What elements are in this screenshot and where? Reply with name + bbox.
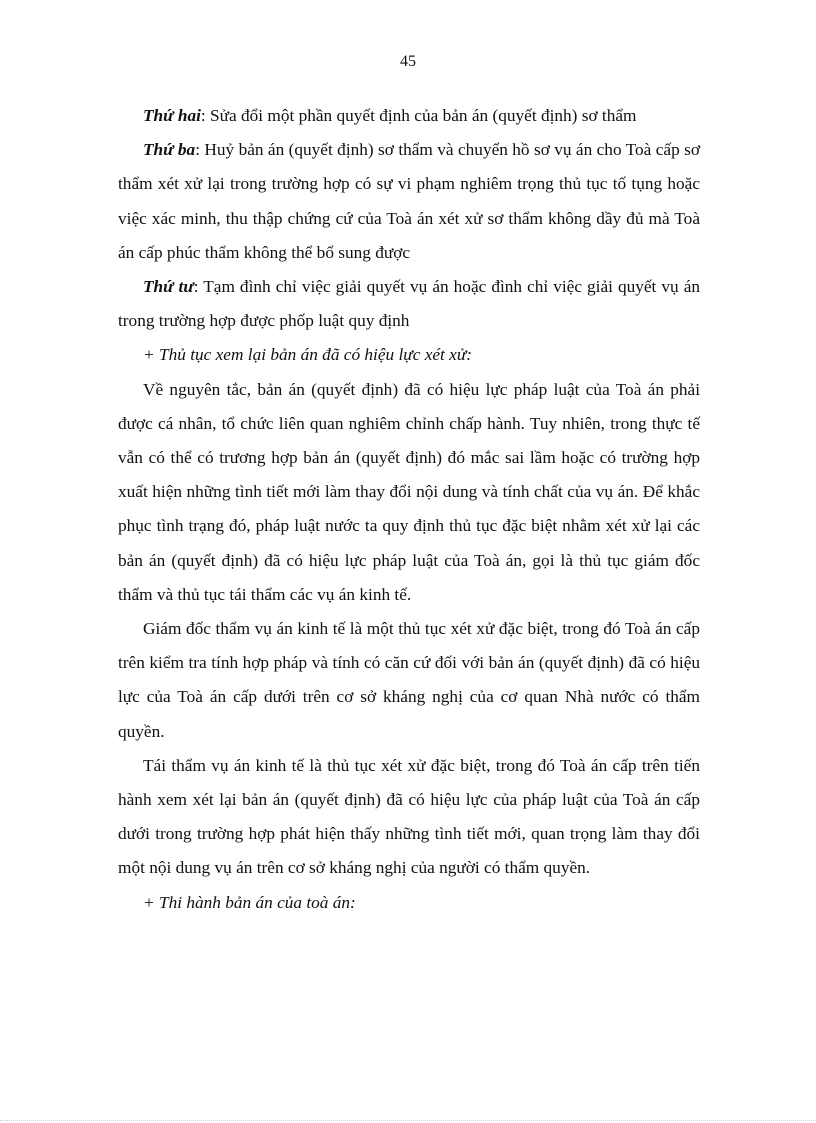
section-heading-enforcement: + Thi hành bản án của toà án: (143, 892, 356, 912)
paragraph-text: : Huỷ bản án (quyết định) sơ thẩm và chuyển hồ sơ vụ án cho Toà cấp sơ thẩm xét xử lại trong trường hợp có sự vi phạm nghiêm trọng thủ tục tố tụng hoặc việc xác minh, thu thập chứng cứ của Toà án xét xử sơ thẩm không dầy đủ mà Toà án cấp phúc thẩm không thể bổ sung được (118, 140, 700, 262)
paragraph-thu-hai (118, 99, 700, 133)
section-heading-review-procedure: + Thủ tục xem lại bản án đã có hiệu lực xét xử: (143, 345, 473, 365)
paragraph-thu-tu (118, 270, 700, 338)
paragraph-lead: Thứ tư (143, 277, 194, 297)
page-bottom-divider (0, 1120, 816, 1121)
paragraph-text: : Sửa đổi một phần quyết định của bản án (quyết định) sơ thẩm (200, 106, 637, 125)
page-number: 45 (400, 53, 416, 70)
document-body (118, 99, 700, 920)
paragraph-principle: Về nguyên tắc, bản án (quyết định) đã có hiệu lực pháp luật của Toà án phải được cá nhân, tổ chức liên quan nghiêm chỉnh chấp hành. Tuy nhiên, trong thực tế vẫn có thể có trương hợp bản án (quyết định) đó mắc sai lầm hoặc có trường hợp xuất hiện những tình tiết mới làm thay đổi nội dung và tính chất của vụ án. Để khắc phục tình trạng đó, pháp luật nước ta quy định thủ tục đặc biệt nhằm xét xử lại các bản án (quyết định) đã có hiệu lực pháp luật của Toà án, gọi là thủ tục giám đốc thẩm và thủ tục tái thẩm các vụ án kinh tế. (118, 379, 700, 604)
paragraph-lead: Thứ ba (143, 140, 196, 160)
paragraph-cassation: Giám đốc thẩm vụ án kinh tế là một thủ tục xét xử đặc biệt, trong đó Toà án cấp trên kiểm tra tính hợp pháp và tính có căn cứ đối với bản án (quyết định) đã có hiệu lực của Toà án cấp dưới trên cơ sở kháng nghị của cơ quan Nhà nước có thẩm quyền. (118, 619, 700, 741)
paragraph-lead: Thứ hai (143, 106, 201, 125)
paragraph-retrial: Tái thẩm vụ án kinh tế là thủ tục xét xử đặc biệt, trong đó Toà án cấp trên tiến hành xem xét lại bản án (quyết định) đã có hiệu lực của pháp luật của Toà án cấp dưới trong trường hợp phát hiện thấy những tình tiết mới, quan trọng làm thay đổi một nội dung vụ án trên cơ sở kháng nghị của người có thẩm quyền. (118, 755, 700, 878)
paragraph-thu-ba (118, 133, 700, 270)
paragraph-text: : Tạm đình chỉ việc giải quyết vụ án hoặc đình chỉ việc giải quyết vụ án trong trường hợp được phốp luật quy định (118, 277, 701, 331)
